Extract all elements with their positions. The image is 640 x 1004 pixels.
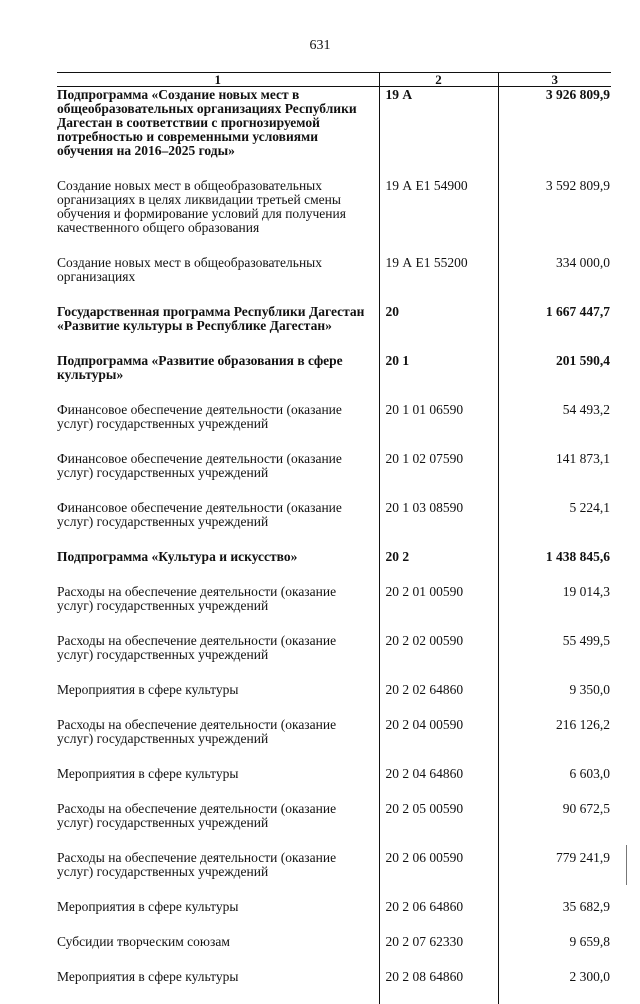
row-amount-cell [498,451,611,500]
row-amount-cell [498,304,611,353]
row-name-cell [57,899,379,934]
row-amount: 55 499,5 [499,633,611,668]
row-amount: 216 126,2 [499,717,611,752]
table-row [57,766,611,801]
row-name-cell [57,584,379,633]
row-name-cell [57,934,379,969]
row-amount: 2 300,0 [499,969,611,1004]
row-amount-cell [498,255,611,304]
row-amount: 779 241,9 [499,850,611,885]
row-amount-cell [498,633,611,682]
table-row [57,549,611,584]
row-code: 20 2 07 62330 [386,934,498,969]
table-row [57,178,611,255]
row-amount-cell [498,850,611,899]
table-row [57,969,611,1004]
row-code-cell [379,766,498,801]
table-body [57,87,611,1004]
row-amount-cell [498,682,611,717]
row-code-cell [379,584,498,633]
row-code-cell [379,451,498,500]
table-row [57,717,611,766]
row-code: 20 [386,304,498,339]
row-name: Подпрограмма «Создание новых мест в общеобразовательных организациях Республики Дагестан в соответствии с прогнозируемой потребностью и современными условиями обучения на 2016–2025 годы» [57,87,373,178]
table-row [57,584,611,633]
row-amount: 5 224,1 [499,500,611,535]
row-name-cell [57,451,379,500]
row-name: Финансовое обеспечение деятельности (оказание услуг) государственных учреждений [57,451,373,500]
row-code: 20 2 02 64860 [386,682,498,717]
row-name-cell [57,633,379,682]
row-name: Расходы на обеспечение деятельности (оказание услуг) государственных учреждений [57,850,373,899]
row-name-cell [57,850,379,899]
table-row [57,87,611,179]
row-amount: 6 603,0 [499,766,611,801]
row-amount-cell [498,969,611,1004]
row-code-cell [379,682,498,717]
row-amount: 35 682,9 [499,899,611,934]
row-amount: 334 000,0 [499,255,611,290]
row-code: 20 2 06 00590 [386,850,498,885]
row-name: Создание новых мест в общеобразовательных организациях [57,255,373,304]
row-code: 20 2 08 64860 [386,969,498,1004]
row-amount-cell [498,353,611,402]
row-amount-cell [498,549,611,584]
row-name: Субсидии творческим союзам [57,934,373,969]
row-name: Финансовое обеспечение деятельности (оказание услуг) государственных учреждений [57,402,373,451]
row-name-cell [57,682,379,717]
row-amount-cell [498,178,611,255]
row-name: Финансовое обеспечение деятельности (оказание услуг) государственных учреждений [57,500,373,549]
row-name: Расходы на обеспечение деятельности (оказание услуг) государственных учреждений [57,801,373,850]
row-amount: 1 438 845,6 [499,549,611,584]
table-row [57,682,611,717]
row-code-cell [379,850,498,899]
scan-edge-mark [626,845,627,885]
row-name-cell [57,87,379,179]
row-amount: 3 592 809,9 [499,178,611,213]
table-row [57,402,611,451]
table-row [57,934,611,969]
table-row [57,850,611,899]
row-code-cell [379,255,498,304]
row-name: Мероприятия в сфере культуры [57,682,373,717]
row-amount-cell [498,801,611,850]
row-code: 20 1 02 07590 [386,451,498,486]
row-amount-cell [498,934,611,969]
row-code-cell [379,934,498,969]
row-code-cell [379,899,498,934]
row-amount-cell [498,584,611,633]
table-row [57,801,611,850]
row-amount: 9 350,0 [499,682,611,717]
table-row [57,633,611,682]
row-name-cell [57,801,379,850]
row-name: Расходы на обеспечение деятельности (оказание услуг) государственных учреждений [57,633,373,682]
page-number: 631 [0,38,640,54]
table-row [57,353,611,402]
row-amount-cell [498,766,611,801]
row-name: Расходы на обеспечение деятельности (оказание услуг) государственных учреждений [57,717,373,766]
row-name: Подпрограмма «Культура и искусство» [57,549,373,584]
row-amount-cell [498,717,611,766]
row-code-cell [379,178,498,255]
row-name: Мероприятия в сфере культуры [57,969,373,1004]
row-code: 20 2 02 00590 [386,633,498,668]
row-amount: 54 493,2 [499,402,611,437]
row-amount: 19 014,3 [499,584,611,619]
table-row [57,304,611,353]
row-name: Мероприятия в сфере культуры [57,899,373,934]
table-row [57,451,611,500]
header-col-2: 2 [379,73,498,87]
header-row [57,73,611,87]
row-code-cell [379,633,498,682]
header-col-3: 3 [498,73,611,87]
row-amount: 9 659,8 [499,934,611,969]
row-name-cell [57,255,379,304]
table-row [57,255,611,304]
row-code: 20 1 [386,353,498,388]
row-code: 20 2 01 00590 [386,584,498,619]
row-code: 20 2 [386,549,498,584]
row-amount: 90 672,5 [499,801,611,836]
row-name: Расходы на обеспечение деятельности (оказание услуг) государственных учреждений [57,584,373,633]
row-name: Мероприятия в сфере культуры [57,766,373,801]
row-name: Государственная программа Республики Дагестан «Развитие культуры в Республике Дагестан» [57,304,373,353]
row-code-cell [379,87,498,179]
header-col-1: 1 [57,73,379,87]
row-amount-cell [498,402,611,451]
row-name-cell [57,402,379,451]
row-code-cell [379,304,498,353]
row-code-cell [379,717,498,766]
row-amount: 201 590,4 [499,353,611,388]
row-code-cell [379,801,498,850]
row-code-cell [379,402,498,451]
row-code: 20 1 03 08590 [386,500,498,535]
budget-table [57,72,611,1004]
row-code: 19 А Е1 55200 [386,255,498,290]
row-amount-cell [498,899,611,934]
row-amount: 3 926 809,9 [499,87,611,122]
row-code: 20 2 04 00590 [386,717,498,752]
row-name-cell [57,353,379,402]
row-amount-cell [498,500,611,549]
row-name-cell [57,549,379,584]
row-code: 19 А Е1 54900 [386,178,498,213]
row-code: 20 2 04 64860 [386,766,498,801]
row-name-cell [57,717,379,766]
row-amount: 1 667 447,7 [499,304,611,339]
row-code-cell [379,969,498,1004]
row-name-cell [57,304,379,353]
row-name-cell [57,500,379,549]
row-name: Создание новых мест в общеобразовательных организациях в целях ликвидации третьей смены обучения и формирование условий для получения качественного общего образования [57,178,373,255]
row-code-cell [379,500,498,549]
row-name: Подпрограмма «Развитие образования в сфере культуры» [57,353,373,402]
row-amount: 141 873,1 [499,451,611,486]
table-row [57,899,611,934]
row-code: 19 А [386,87,498,122]
row-name-cell [57,178,379,255]
row-code: 20 2 05 00590 [386,801,498,836]
row-code: 20 2 06 64860 [386,899,498,934]
row-name-cell [57,969,379,1004]
row-code: 20 1 01 06590 [386,402,498,437]
row-amount-cell [498,87,611,179]
row-name-cell [57,766,379,801]
row-code-cell [379,549,498,584]
row-code-cell [379,353,498,402]
table-row [57,500,611,549]
